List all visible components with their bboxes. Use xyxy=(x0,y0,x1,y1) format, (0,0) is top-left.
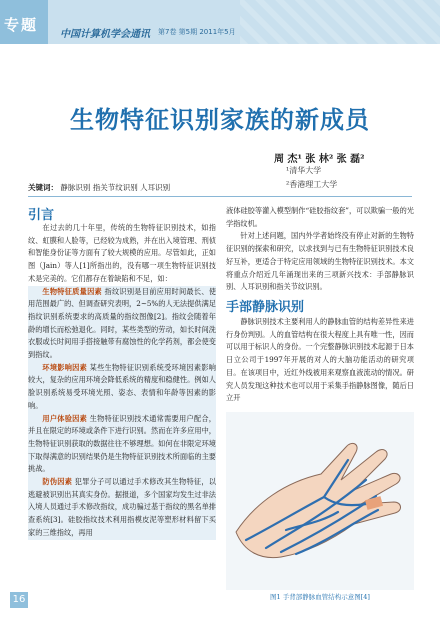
section-label: 专题 xyxy=(4,16,39,34)
intro-heading: 引言 xyxy=(28,208,55,223)
keywords-label: 关键词： xyxy=(28,183,58,192)
vein-paragraph: 静脉识别技术主要利用人的静脉血管的结构差异性来进行身份判别。人的血管结构在很大程度上具有唯一性，因而可以用于标识人的身份。一个完整静脉识别技术起源于日本日立公司于1997年开展的对人的大脑功能活动的研究项目。在该项目中，近红外线被用来观察血液流动的情况。研究人员发现这种技术也可以用于采集手指静脉图像，随后日立开 xyxy=(226,317,414,403)
subsection-antifraud xyxy=(28,476,216,540)
figure-caption: 图1 手背部静脉血管结构示意图[4] xyxy=(270,593,370,601)
keywords xyxy=(28,182,170,193)
subhead-quality: 生物特征质量因素 xyxy=(42,286,102,296)
page-header xyxy=(0,0,440,44)
subtext-quality: 指纹识别是目前应用时间最长、使用范围最广的、但调查研究表明，2~5%的人无法提供满足指纹识别系统要求的高质量的指纹图像[2]。指纹会随着年龄的增长而松弛退化。同时，某些类型的劳动，如长时间洗衣服或长时间用手搭接触带有腐蚀性的化学药剂，都会使变到指纹。 xyxy=(28,286,216,360)
left-column xyxy=(28,222,216,540)
header-decoration xyxy=(240,0,440,44)
overview-paragraph: 针对上述问题，国内外学者始终没有停止对新的生物特征识别的探索和研究，以求找到与已有生物特征识别技术良好互补，更适合于特定应用领域的生物特征识别技术。本文将重点介绍近几年涌现出来的三项新兴技术：手部静脉识别、人耳识别和指关节纹识别。 xyxy=(226,231,414,292)
affiliation-2: ²香港理工大学 xyxy=(286,180,338,189)
subtext-antifraud: 犯罪分子可以通过手术修改其生物特征，以逃避被识别出其真实身份。据报道，多个国家均发生过非法入境人员通过手术修改指纹，成功骗过基于指纹的黑名单排查系统[3]。硅胶指纹技术利用指模皮泥等塑形材料留下买家的三维指纹，再用 xyxy=(28,477,216,537)
subsection-quality xyxy=(28,286,216,362)
divider xyxy=(28,196,412,197)
keywords-text: 静脉识别 指关节纹识别 人耳识别 xyxy=(60,183,171,192)
vein-heading: 手部静脉识别 xyxy=(226,300,305,315)
subhead-environment: 环境影响因素 xyxy=(42,362,88,372)
section-tab xyxy=(0,0,48,44)
right-column-mid xyxy=(226,316,414,405)
article-title: 生物特征识别家族的新成员 xyxy=(70,106,370,134)
affiliation-1: ¹清华大学 xyxy=(286,166,322,175)
subsection-environment xyxy=(28,362,216,413)
authors: 周 杰¹ 张 林² 张 磊² xyxy=(274,154,365,165)
page-number: 16 xyxy=(10,592,28,608)
hand-vein-figure xyxy=(226,412,414,590)
subhead-antifraud: 防伪因素 xyxy=(42,477,73,487)
intro-paragraph: 在过去的几十年里，传统的生物特征识别技术，如指纹、虹膜和人脸等，已经较为成熟，并在出入境管理、刑侦和智能身份证等方面有了较大规模的应用。尽管如此，正如图（Jain）等人[1]所指出的，没有哪一项生物特征识别技术是完美的。它们都存在着缺陷和不足，如： xyxy=(28,223,216,283)
journal-name: 中国计算机学会通讯 xyxy=(60,29,150,40)
subhead-user: 用户体验因素 xyxy=(42,413,88,423)
continued-text: 液体硅胶等灌入模型制作“硅胶指纹套”，可以欺骗一般的光学指纹机。 xyxy=(226,206,414,228)
subtext-user: 生物特征识别技术通常需要用户配合，并且在限定的环境或条件下进行识别。然而在许多应用中，生物特征识别获取的数据往往不够理想。如何在非限定环境下取得满意的识别结果仍是生物特征识别技术所面临的主要挑战。 xyxy=(28,413,216,474)
issue-info: 第7卷 第5期 2011年5月 xyxy=(158,28,236,36)
subsection-user xyxy=(28,413,216,477)
right-column-top xyxy=(226,205,414,294)
subtext-environment: 某些生物特征识别系统受环境因素影响较大，复杂的应用环境会降低系统的精度和稳健性。例如人脸识别系统易受环境光照、姿态、表情和年龄等因素的影响。 xyxy=(28,362,216,410)
